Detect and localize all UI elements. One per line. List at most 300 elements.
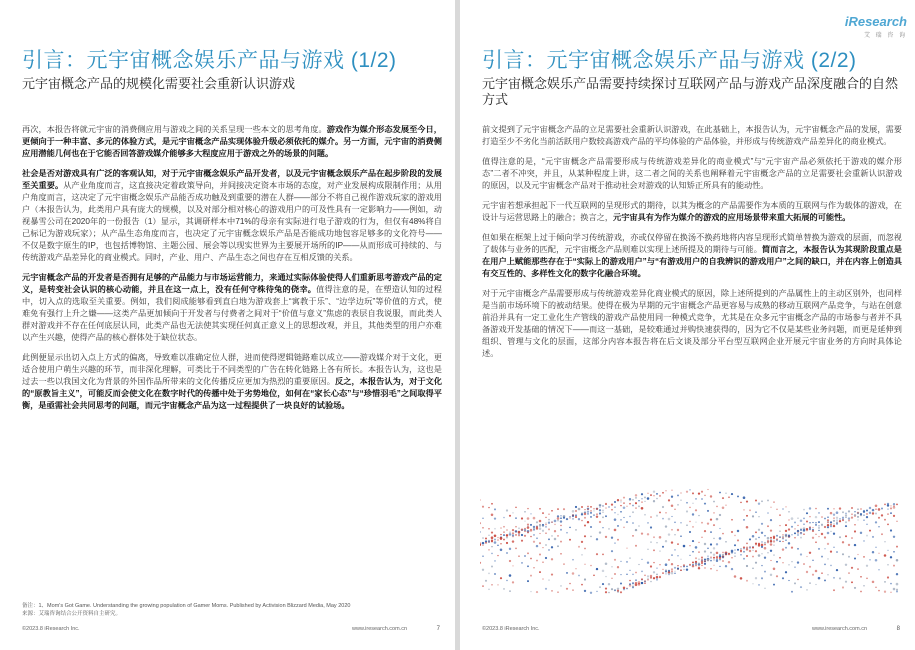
wave-particle bbox=[551, 510, 553, 512]
wave-particle bbox=[770, 519, 772, 521]
wave-particle bbox=[890, 556, 892, 558]
wave-particle bbox=[512, 512, 513, 513]
wave-particle bbox=[782, 534, 783, 535]
wave-particle bbox=[623, 526, 625, 528]
wave-particle bbox=[671, 572, 674, 575]
wave-particle bbox=[545, 588, 547, 590]
wave-particle bbox=[641, 582, 643, 584]
wave-particle bbox=[551, 546, 553, 548]
wave-particle bbox=[503, 534, 505, 536]
wave-particle bbox=[620, 519, 621, 520]
wave-particle bbox=[866, 565, 868, 567]
wave-particle bbox=[755, 577, 757, 579]
wave-particle bbox=[791, 561, 793, 563]
wave-particle bbox=[773, 544, 774, 545]
wave-particle bbox=[569, 516, 570, 517]
wave-particle bbox=[830, 512, 833, 515]
wave-particle bbox=[590, 536, 592, 538]
wave-particle bbox=[551, 558, 553, 560]
wave-particle bbox=[746, 501, 748, 503]
wave-particle bbox=[506, 580, 507, 581]
wave-particle bbox=[617, 525, 619, 527]
wave-particle bbox=[794, 582, 796, 584]
wave-particle bbox=[866, 535, 868, 537]
wave-particle bbox=[641, 507, 644, 510]
wave-particle bbox=[671, 496, 673, 498]
wave-particle bbox=[626, 547, 627, 548]
wave-particle bbox=[740, 502, 742, 504]
wave-particle bbox=[752, 515, 754, 517]
wave-particle bbox=[875, 509, 876, 510]
wave-particle bbox=[590, 526, 592, 528]
wave-particle bbox=[617, 514, 618, 515]
wave-particle bbox=[650, 516, 652, 518]
wave-particle bbox=[512, 536, 513, 537]
wave-particle bbox=[872, 536, 874, 538]
wave-particle bbox=[671, 490, 672, 491]
emphasis-text: 元宇宙具有为作为媒介的游戏的应用场景带来重大拓展的可能性。 bbox=[613, 213, 851, 222]
wave-particle bbox=[764, 544, 766, 546]
wave-particle bbox=[863, 556, 865, 558]
wave-particle bbox=[539, 524, 541, 526]
wave-particle bbox=[887, 564, 889, 566]
wave-particle bbox=[644, 574, 646, 576]
wave-particle bbox=[806, 556, 807, 557]
wave-particle bbox=[596, 513, 598, 515]
wave-particle bbox=[833, 547, 834, 548]
wave-particle bbox=[869, 530, 871, 532]
wave-particle bbox=[542, 530, 544, 532]
wave-particle bbox=[755, 531, 757, 533]
wave-particle bbox=[770, 507, 771, 508]
wave-particle bbox=[563, 563, 565, 565]
wave-particle bbox=[785, 539, 787, 541]
wave-particle bbox=[818, 577, 821, 580]
wave-particle bbox=[650, 494, 652, 496]
wave-particle bbox=[860, 508, 862, 510]
wave-particle bbox=[722, 556, 724, 558]
wave-particle bbox=[848, 572, 850, 574]
wave-particle bbox=[623, 506, 626, 509]
wave-particle bbox=[560, 517, 562, 519]
wave-particle bbox=[620, 574, 621, 575]
wave-particle bbox=[545, 517, 546, 518]
wave-particle bbox=[854, 524, 856, 526]
wave-particle bbox=[779, 525, 780, 526]
wave-particle bbox=[680, 559, 681, 560]
page-number: 8 bbox=[896, 626, 900, 632]
wave-particle bbox=[722, 554, 724, 556]
wave-particle bbox=[812, 527, 813, 528]
wave-particle bbox=[629, 580, 631, 582]
wave-particle bbox=[710, 552, 712, 554]
wave-particle bbox=[602, 516, 604, 518]
wave-particle bbox=[854, 544, 856, 546]
wave-particle bbox=[527, 517, 530, 520]
wave-particle bbox=[605, 562, 608, 565]
wave-particle bbox=[749, 547, 751, 549]
wave-particle bbox=[896, 589, 898, 591]
wave-particle bbox=[527, 524, 529, 526]
wave-particle bbox=[704, 550, 706, 552]
wave-particle bbox=[764, 588, 765, 589]
wave-particle bbox=[653, 549, 655, 551]
wave-particle bbox=[755, 499, 757, 501]
wave-particle bbox=[890, 505, 891, 506]
wave-particle bbox=[806, 528, 808, 530]
wave-particle bbox=[557, 535, 559, 537]
wave-particle bbox=[761, 541, 762, 542]
wave-particle bbox=[803, 518, 805, 520]
wave-particle bbox=[770, 543, 773, 546]
wave-particle bbox=[599, 509, 601, 511]
wave-particle bbox=[752, 535, 755, 538]
wave-particle bbox=[863, 585, 865, 587]
body-text bbox=[482, 124, 902, 368]
wave-particle bbox=[653, 577, 655, 579]
wave-particle bbox=[548, 528, 550, 530]
wave-particle bbox=[635, 572, 637, 574]
wave-particle bbox=[692, 503, 693, 504]
wave-particle bbox=[668, 570, 670, 572]
wave-particle bbox=[701, 522, 703, 524]
wave-particle bbox=[659, 576, 661, 578]
wave-particle bbox=[560, 529, 562, 531]
wave-particle bbox=[830, 531, 831, 532]
wave-particle bbox=[854, 587, 856, 589]
wave-particle bbox=[842, 586, 844, 588]
wave-particle bbox=[620, 561, 621, 562]
wave-particle bbox=[515, 530, 517, 532]
wave-particle bbox=[638, 505, 640, 507]
wave-particle bbox=[875, 513, 877, 515]
wave-particle bbox=[530, 536, 532, 538]
wave-particle bbox=[662, 506, 664, 508]
wave-particle bbox=[605, 536, 607, 538]
wave-particle bbox=[737, 549, 739, 551]
wave-particle bbox=[533, 567, 534, 568]
iresearch-logo bbox=[845, 14, 907, 39]
wave-particle bbox=[689, 555, 690, 556]
footer-url[interactable]: www.iresearch.com.cn bbox=[812, 626, 868, 632]
wave-particle bbox=[743, 551, 745, 553]
wave-particle bbox=[716, 506, 718, 508]
wave-particle bbox=[755, 538, 757, 540]
wave-particle bbox=[890, 529, 892, 531]
wave-particle bbox=[644, 501, 645, 502]
wave-particle bbox=[725, 553, 727, 555]
wave-particle bbox=[572, 510, 575, 513]
wave-particle bbox=[848, 510, 850, 512]
page-left bbox=[0, 0, 455, 650]
wave-particle bbox=[674, 571, 675, 572]
wave-particle bbox=[542, 525, 544, 527]
wave-particle bbox=[842, 511, 844, 513]
wave-particle bbox=[845, 525, 847, 527]
wave-particle bbox=[665, 563, 668, 566]
wave-particle bbox=[530, 529, 533, 532]
wave-particle bbox=[716, 560, 718, 562]
wave-particle bbox=[785, 571, 787, 573]
wave-particle bbox=[800, 532, 802, 534]
wave-particle bbox=[728, 496, 730, 498]
wave-particle bbox=[566, 532, 568, 534]
wave-particle bbox=[680, 535, 682, 537]
wave-particle bbox=[767, 537, 770, 540]
wave-particle bbox=[548, 579, 549, 580]
wave-particle bbox=[563, 508, 565, 510]
wave-particle bbox=[854, 558, 856, 560]
wave-particle bbox=[689, 489, 690, 490]
wave-particle bbox=[893, 551, 895, 553]
footer-url[interactable]: www.iresearch.com.cn bbox=[352, 626, 408, 632]
wave-particle bbox=[782, 548, 784, 550]
wave-particle bbox=[707, 559, 709, 561]
wave-particle bbox=[488, 507, 489, 508]
wave-particle bbox=[848, 517, 850, 519]
wave-particle bbox=[632, 511, 634, 513]
wave-particle bbox=[809, 516, 811, 518]
wave-particle bbox=[818, 525, 819, 526]
wave-particle bbox=[701, 558, 703, 560]
wave-particle bbox=[815, 534, 816, 535]
wave-particle bbox=[608, 528, 610, 530]
wave-particle bbox=[686, 502, 688, 504]
wave-particle bbox=[842, 541, 844, 543]
wave-particle bbox=[857, 516, 859, 518]
wave-particle bbox=[785, 535, 787, 537]
wave-particle bbox=[797, 518, 798, 519]
wave-particle bbox=[662, 518, 664, 520]
wave-particle bbox=[509, 515, 511, 517]
paragraph-text: 再次，本报告将就元宇宙的消费侧应用与游戏之间的关系呈现一些本文的思考角度。 bbox=[22, 125, 327, 134]
wave-particle bbox=[713, 553, 715, 555]
wave-particle bbox=[782, 541, 783, 542]
wave-particle bbox=[497, 539, 499, 541]
wave-particle bbox=[812, 522, 813, 523]
wave-particle bbox=[785, 547, 787, 549]
wave-particle bbox=[602, 510, 603, 511]
wave-particle bbox=[818, 548, 820, 550]
wave-particle bbox=[692, 526, 694, 528]
wave-particle bbox=[803, 523, 805, 525]
wave-particle bbox=[857, 508, 859, 510]
wave-particle bbox=[653, 536, 655, 538]
wave-particle bbox=[512, 581, 514, 583]
wave-particle bbox=[512, 529, 514, 531]
wave-particle bbox=[635, 545, 637, 547]
paragraph bbox=[482, 232, 902, 280]
wave-particle bbox=[878, 569, 879, 570]
wave-particle bbox=[698, 567, 700, 569]
wave-particle bbox=[803, 563, 805, 565]
wave-particle bbox=[794, 521, 796, 523]
wave-particle bbox=[851, 567, 853, 569]
wave-particle bbox=[764, 557, 766, 559]
wave-particle bbox=[689, 521, 690, 522]
wave-particle bbox=[743, 558, 745, 560]
wave-particle bbox=[797, 534, 799, 536]
wave-particle bbox=[581, 513, 583, 515]
wave-particle bbox=[677, 567, 679, 569]
wave-particle bbox=[560, 515, 562, 517]
wave-particle bbox=[653, 500, 655, 502]
wave-particle bbox=[608, 506, 609, 507]
wave-particle bbox=[602, 512, 603, 513]
wave-particle bbox=[638, 564, 639, 565]
wave-particle bbox=[545, 532, 546, 533]
wave-particle bbox=[887, 505, 888, 506]
wave-particle bbox=[611, 588, 613, 590]
wave-particle bbox=[791, 534, 793, 536]
wave-particle bbox=[800, 519, 803, 522]
wave-particle bbox=[713, 565, 714, 566]
wave-particle bbox=[545, 524, 547, 526]
paragraph-text: 从产业角度而言，这直接决定着政策导向，并间接决定资本市场的态度，对产业发展构成限制作用；从用户角度而言，这决定了元宇宙概念娱乐产品能否成功触及到重要的潜在人群——部分不将自己视作游戏玩家的游戏用户（本报告认为，此类用户具有庞大的规模，以及对部分相对核心的游戏用户的可及性具有一定影响力——例如，动视暴雪公司在2020年的一份报告（1）显示，其调研样本中71%的母亲有实际进行电子游戏的行为，但仅有48%将自己标记为游戏玩家）；从产品生态角度而言，也决定了元宇宙概念娱乐产品是否能成功地包容足够多的文化符号——不仅是数字原生的IP，也包括博物馆、主题公园、展会等以现实世界为主要展开场所的IP——从而形成可持续的、与传统游戏产品差异化的商业模式。同时，产业、用户、产品生态之间也存在互相反馈的关系。 bbox=[22, 181, 442, 262]
wave-particle bbox=[641, 559, 642, 560]
wave-particle bbox=[635, 507, 636, 508]
wave-particle bbox=[578, 575, 580, 577]
wave-particle bbox=[656, 567, 657, 568]
wave-particle bbox=[488, 540, 490, 542]
wave-particle bbox=[584, 513, 586, 515]
wave-particle bbox=[845, 513, 846, 514]
wave-particle bbox=[590, 565, 592, 567]
logo-subtitle: 艾 瑞 咨 询 bbox=[863, 33, 907, 39]
wave-particle bbox=[638, 581, 641, 584]
wave-particle bbox=[521, 534, 523, 536]
wave-particle bbox=[632, 535, 634, 537]
wave-particle bbox=[890, 583, 892, 585]
wave-particle bbox=[512, 565, 513, 566]
wave-particle bbox=[818, 521, 820, 523]
wave-particle bbox=[503, 517, 505, 519]
wave-particle bbox=[767, 552, 768, 553]
wave-particle bbox=[710, 495, 712, 497]
wave-particle bbox=[722, 533, 724, 535]
wave-particle bbox=[851, 507, 853, 509]
wave-particle bbox=[551, 535, 553, 537]
wave-particle bbox=[572, 572, 575, 575]
wave-particle bbox=[596, 508, 598, 510]
wave-particle bbox=[773, 501, 774, 502]
wave-particle bbox=[839, 520, 841, 522]
wave-particle bbox=[875, 559, 878, 562]
wave-particle bbox=[668, 533, 670, 535]
wave-particle bbox=[596, 553, 598, 555]
wave-particle bbox=[491, 536, 494, 539]
wave-particle bbox=[539, 527, 542, 530]
wave-particle bbox=[539, 571, 541, 573]
wave-particle bbox=[614, 518, 617, 521]
wave-particle bbox=[704, 567, 705, 568]
wave-particle bbox=[530, 558, 532, 560]
wave-particle bbox=[818, 536, 819, 537]
wave-particle bbox=[614, 501, 616, 503]
wave-particle bbox=[623, 497, 625, 499]
wave-particle bbox=[647, 579, 649, 581]
wave-particle bbox=[743, 496, 746, 499]
wave-particle bbox=[809, 582, 811, 584]
wave-particle bbox=[596, 568, 598, 570]
wave-particle bbox=[677, 555, 678, 556]
wave-particle bbox=[596, 515, 598, 517]
wave-particle bbox=[746, 526, 749, 529]
wave-particle bbox=[821, 533, 823, 535]
wave-particle bbox=[755, 511, 757, 513]
wave-particle bbox=[695, 521, 696, 522]
wave-particle bbox=[581, 554, 582, 555]
wave-particle bbox=[482, 545, 483, 546]
wave-particle bbox=[545, 557, 547, 559]
wave-particle bbox=[572, 589, 573, 590]
wave-particle bbox=[872, 509, 875, 512]
wave-particle bbox=[494, 573, 496, 575]
wave-particle bbox=[557, 545, 559, 547]
wave-particle bbox=[719, 514, 721, 516]
wave-particle bbox=[809, 552, 811, 554]
wave-particle bbox=[833, 517, 835, 519]
wave-particle bbox=[893, 515, 895, 517]
wave-particle bbox=[614, 529, 617, 532]
wave-particle bbox=[524, 555, 526, 557]
wave-particle bbox=[797, 579, 798, 580]
wave-particle bbox=[863, 514, 865, 516]
wave-particle bbox=[785, 524, 787, 526]
wave-particle bbox=[644, 496, 646, 498]
wave-particle bbox=[689, 507, 691, 509]
wave-particle bbox=[803, 509, 805, 511]
wave-particle bbox=[674, 549, 675, 550]
wave-particle bbox=[764, 571, 766, 573]
wave-particle bbox=[767, 540, 769, 542]
wave-particle bbox=[758, 584, 760, 586]
wave-particle bbox=[554, 524, 556, 526]
wave-particle bbox=[509, 533, 512, 536]
wave-particle bbox=[674, 567, 676, 569]
wave-particle bbox=[599, 531, 601, 533]
wave-particle bbox=[830, 525, 832, 527]
wave-particle bbox=[503, 588, 505, 590]
wave-particle bbox=[779, 530, 781, 532]
wave-particle bbox=[893, 536, 895, 538]
wave-particle bbox=[764, 542, 765, 543]
wave-particle bbox=[491, 553, 493, 555]
wave-particle bbox=[506, 542, 508, 544]
wave-particle bbox=[815, 570, 818, 573]
wave-particle bbox=[617, 590, 619, 592]
wave-particle bbox=[626, 574, 627, 575]
wave-particle bbox=[602, 527, 603, 528]
wave-particle bbox=[788, 542, 790, 544]
wave-particle bbox=[812, 530, 814, 532]
wave-particle bbox=[671, 563, 673, 565]
wave-particle bbox=[662, 572, 664, 574]
paragraph bbox=[482, 288, 902, 360]
wave-particle bbox=[734, 555, 736, 557]
wave-particle bbox=[797, 533, 798, 534]
wave-particle bbox=[674, 522, 676, 524]
wave-particle bbox=[815, 516, 817, 518]
wave-particle bbox=[857, 519, 858, 520]
wave-particle bbox=[599, 586, 601, 588]
wave-particle bbox=[884, 541, 885, 542]
wave-particle bbox=[563, 517, 565, 519]
wave-particle bbox=[869, 559, 871, 561]
wave-particle bbox=[806, 521, 808, 523]
wave-particle bbox=[716, 543, 718, 545]
wave-particle bbox=[503, 539, 505, 541]
